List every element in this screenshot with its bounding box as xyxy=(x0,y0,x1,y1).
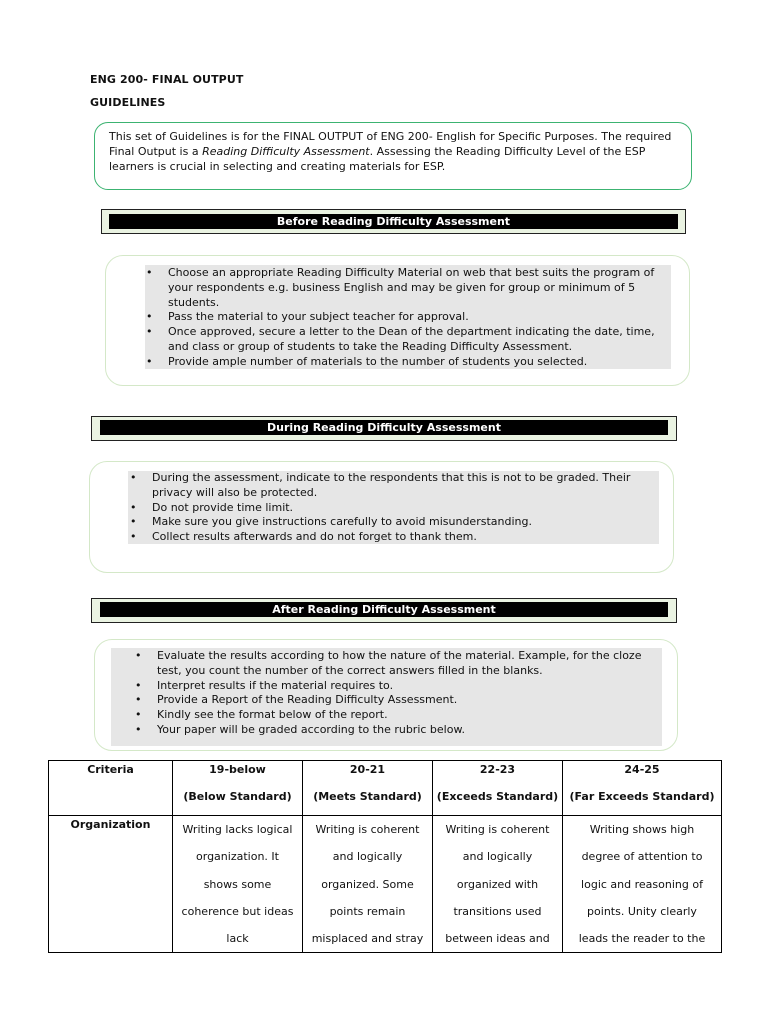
list-item: • Collect results afterwards and do not forget to thank them. xyxy=(130,530,477,544)
bullet-icon: • xyxy=(146,354,153,368)
list-item: • Make sure you give instructions carefully to avoid misunderstanding. xyxy=(130,515,532,529)
list-item: • Do not provide time limit. xyxy=(130,500,294,514)
section-title-after: After Reading Difficulty Assessment xyxy=(100,602,668,617)
bullet-icon: • xyxy=(135,678,142,692)
header-cell: 24-25 (Far Exceeds Standard) xyxy=(563,761,722,816)
rubric-table xyxy=(48,760,722,953)
intro-box xyxy=(94,122,692,190)
list-item: • Kindly see the format below of the report. xyxy=(135,708,388,722)
bullet-icon: • xyxy=(130,515,137,529)
intro-text-italic: Reading Difficulty Assessment xyxy=(202,145,370,158)
section-banner-before xyxy=(101,209,686,234)
table-cell: Writing lacks logical organization. It shows some coherence but ideas lack xyxy=(173,816,303,953)
table-cell: Writing shows high degree of attention to logic and reasoning of points. Unity clearly leads the reader to the xyxy=(563,816,722,953)
section-banner-during xyxy=(91,416,677,441)
section-box-before xyxy=(105,255,690,386)
bullet-icon: • xyxy=(135,693,142,707)
document-subtitle: GUIDELINES xyxy=(90,96,166,109)
bullet-icon: • xyxy=(146,310,153,324)
bullet-icon: • xyxy=(135,708,142,722)
header-cell: 22-23 (Exceeds Standard) xyxy=(433,761,563,816)
header-cell: 19-below (Below Standard) xyxy=(173,761,303,816)
intro-text-part2: . Assessing the Reading Difficulty Level of the ESP learners is crucial in selecting and creating materials for ESP. xyxy=(109,145,646,173)
intro-text-part1: This set of Guidelines is for the FINAL OUTPUT of ENG 200- English for Specific Purposes. The required Final Output is a xyxy=(109,130,672,158)
table-row xyxy=(49,816,722,953)
section-banner-after xyxy=(91,598,677,623)
list-item: • Provide a Report of the Reading Difficulty Assessment. xyxy=(135,693,458,707)
document-title: ENG 200- FINAL OUTPUT xyxy=(90,73,244,86)
list-item: • Evaluate the results according to how the nature of the material. Example, for the cloze test, you count the number of the correct answers filled in the blanks. xyxy=(135,649,642,677)
bullet-icon: • xyxy=(146,325,153,339)
list-item: • Interpret results if the material requires to. xyxy=(135,678,394,692)
section-title-before: Before Reading Difficulty Assessment xyxy=(109,214,678,229)
list-item: • Once approved, secure a letter to the Dean of the department indicating the date, time, and class or group of students to take the Reading Difficulty Assessment. xyxy=(146,325,655,353)
list-after xyxy=(135,649,662,738)
list-item: • During the assessment, indicate to the respondents that this is not to be graded. Their privacy will also be protected. xyxy=(130,471,631,499)
list-item: • Your paper will be graded according to the rubric below. xyxy=(135,722,465,736)
section-box-during xyxy=(89,461,674,573)
list-during xyxy=(130,471,658,545)
list-item: • Choose an appropriate Reading Difficulty Material on web that best suits the program of your respondents e.g. business English and may be given for group or minimum of 5 students. xyxy=(146,266,655,309)
bullet-icon: • xyxy=(130,471,137,484)
section-title-during: During Reading Difficulty Assessment xyxy=(100,420,668,435)
table-cell: Writing is coherent and logically organized. Some points remain misplaced and stray xyxy=(303,816,433,953)
list-item: • Pass the material to your subject teacher for approval. xyxy=(146,310,469,324)
section-box-after xyxy=(94,639,678,751)
table-header-row xyxy=(49,761,722,816)
bullet-icon: • xyxy=(130,500,137,514)
list-item: • Provide ample number of materials to the number of students you selected. xyxy=(146,354,588,368)
bullet-icon: • xyxy=(135,722,142,736)
criteria-cell: Organization xyxy=(49,816,173,953)
header-cell: Criteria xyxy=(49,761,173,816)
bullet-icon: • xyxy=(130,530,137,544)
bullet-icon: • xyxy=(146,266,153,279)
bullet-icon: • xyxy=(135,649,142,662)
header-cell: 20-21 (Meets Standard) xyxy=(303,761,433,816)
table-cell: Writing is coherent and logically organized with transitions used between ideas and xyxy=(433,816,563,953)
list-before xyxy=(146,266,672,370)
